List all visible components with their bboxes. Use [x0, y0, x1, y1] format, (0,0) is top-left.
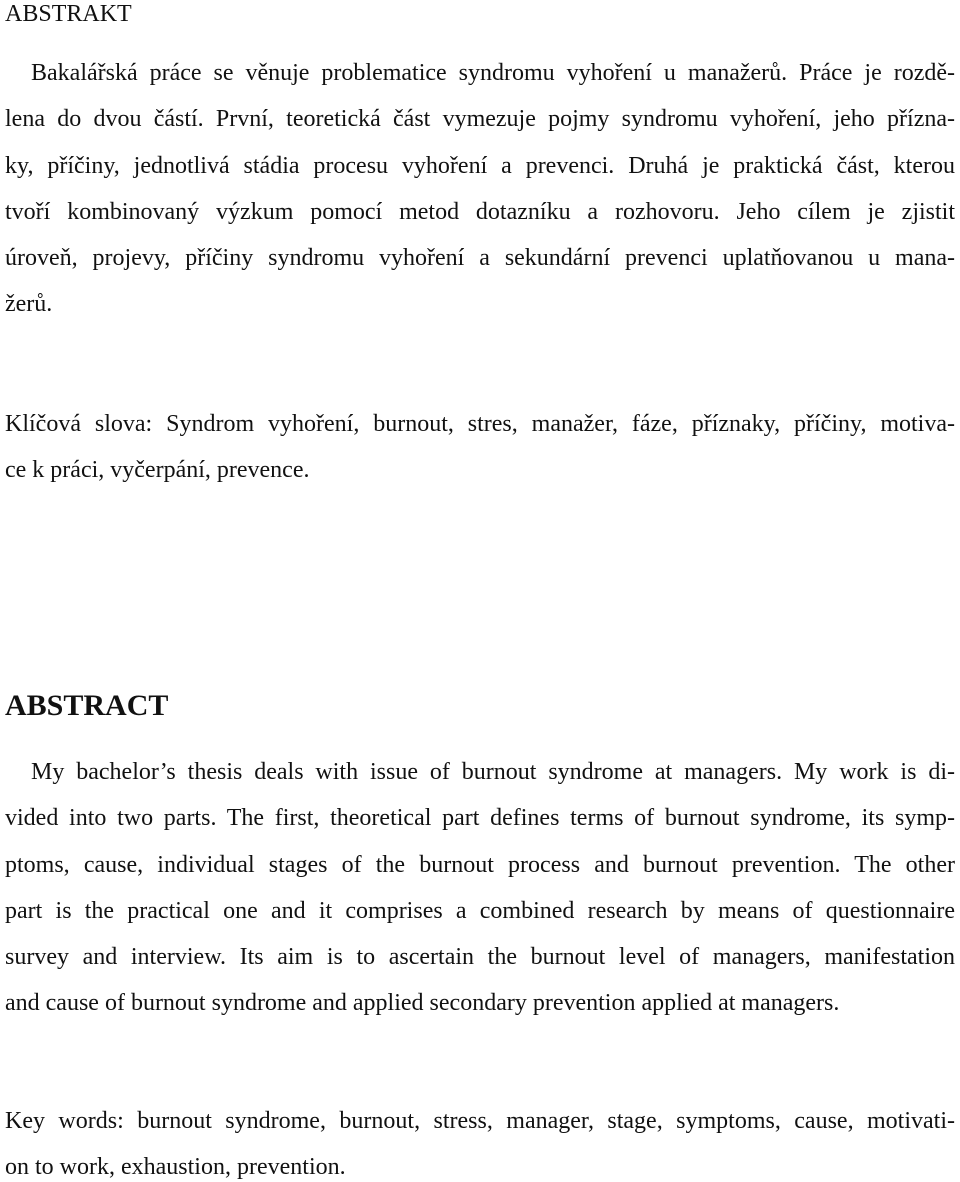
abstrakt-keywords-line-1: Klíčová slova: Syndrom vyhoření, burnout, stres, manažer, fáze, příznaky, příčiny, motiva-: [5, 411, 955, 437]
abstract-keywords-line-2: on to work, exhaustion, prevention.: [5, 1154, 346, 1180]
abstrakt-heading: ABSTRAKT: [5, 1, 132, 27]
abstract-keywords-line-1: Key words: burnout syndrome, burnout, stress, manager, stage, symptoms, cause, motivati-: [5, 1108, 955, 1134]
abstract-line-3: ptoms, cause, individual stages of the burnout process and burnout prevention. The other: [5, 852, 955, 878]
abstrakt-line-4: tvoří kombinovaný výzkum pomocí metod dotazníku a rozhovoru. Jeho cílem je zjistit: [5, 199, 955, 225]
abstrakt-keywords-line-2: ce k práci, vyčerpání, prevence.: [5, 457, 310, 483]
abstrakt-line-6: žerů.: [5, 291, 53, 317]
abstrakt-line-2: lena do dvou částí. První, teoretická část vymezuje pojmy syndromu vyhoření, jeho přízna-: [5, 106, 955, 132]
abstract-line-2: vided into two parts. The first, theoretical part defines terms of burnout syndrome, its symp-: [5, 805, 955, 831]
abstract-line-5: survey and interview. Its aim is to ascertain the burnout level of managers, manifestation: [5, 944, 955, 970]
abstract-line-1: My bachelor’s thesis deals with issue of burnout syndrome at managers. My work is di-: [31, 759, 955, 785]
abstrakt-line-5: úroveň, projevy, příčiny syndromu vyhoření a sekundární prevenci uplatňovanou u mana-: [5, 245, 955, 271]
abstract-line-6: and cause of burnout syndrome and applied secondary prevention applied at managers.: [5, 990, 840, 1016]
abstract-heading: ABSTRACT: [5, 689, 169, 722]
abstract-line-4: part is the practical one and it comprises a combined research by means of questionnaire: [5, 898, 955, 924]
abstrakt-line-1: Bakalářská práce se věnuje problematice syndromu vyhoření u manažerů. Práce je rozdě-: [31, 60, 955, 86]
abstrakt-line-3: ky, příčiny, jednotlivá stádia procesu vyhoření a prevenci. Druhá je praktická část, kterou: [5, 153, 955, 179]
